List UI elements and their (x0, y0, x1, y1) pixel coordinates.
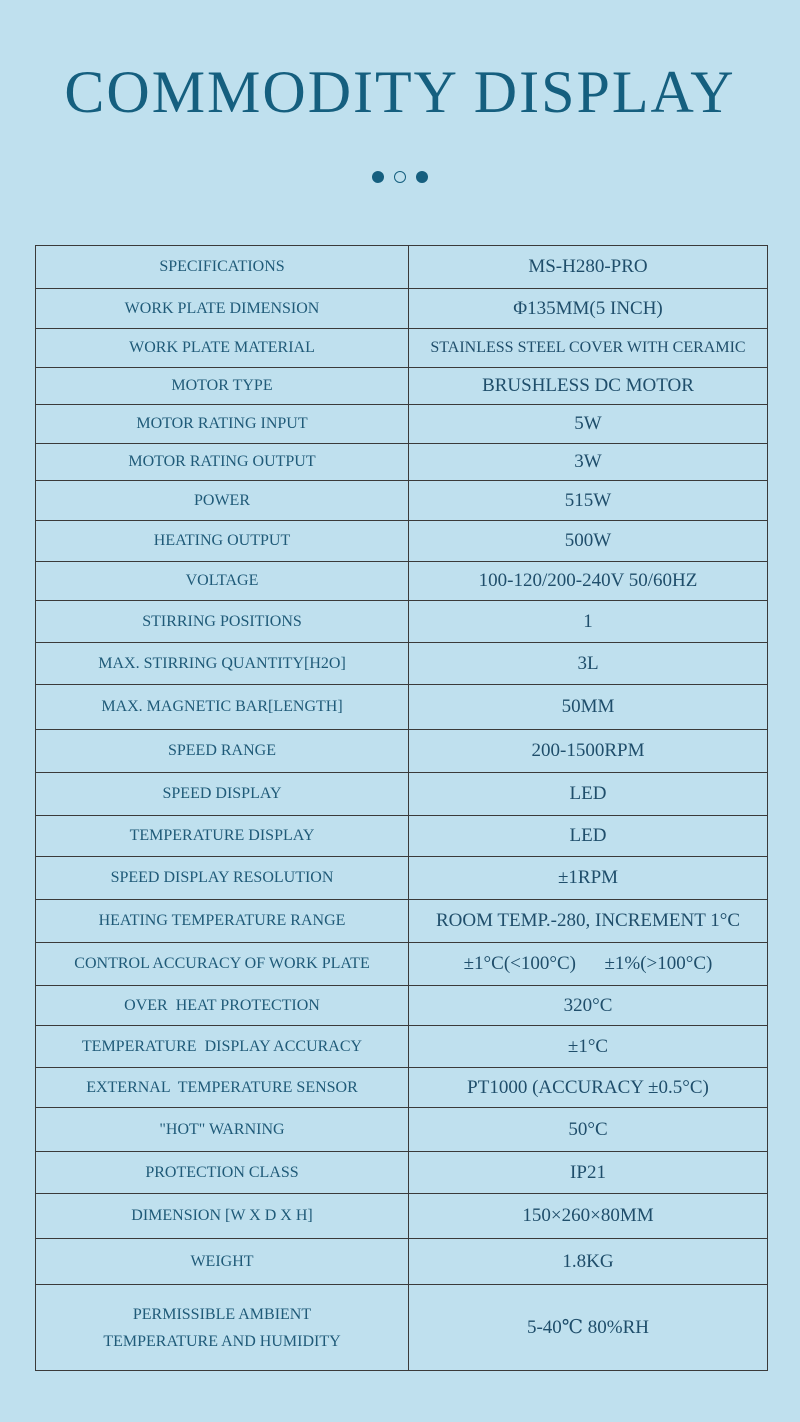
table-row (36, 943, 768, 986)
table-row (36, 1068, 768, 1108)
spec-label: PROTECTION CLASS (36, 1152, 409, 1194)
table-row (36, 601, 768, 643)
table-row (36, 1194, 768, 1239)
spec-value: ±1°C (409, 1026, 768, 1068)
spec-value: 1.8KG (409, 1239, 768, 1285)
indicator-dot[interactable] (416, 171, 428, 183)
table-row (36, 444, 768, 481)
spec-value: ROOM TEMP.-280, INCREMENT 1°C (409, 900, 768, 943)
spec-value: LED (409, 773, 768, 816)
spec-value: 1 (409, 601, 768, 643)
spec-value: 3L (409, 643, 768, 685)
spec-label: TEMPERATURE DISPLAY (36, 816, 409, 857)
spec-label: WORK PLATE MATERIAL (36, 329, 409, 368)
spec-label-line: PERMISSIBLE AMBIENT (132, 1305, 312, 1323)
spec-label: SPEED DISPLAY (36, 773, 409, 816)
table-row (36, 857, 768, 900)
spec-value: 200-1500RPM (409, 730, 768, 773)
spec-value: 5-40℃ 80%RH (409, 1285, 768, 1371)
spec-label: SPEED RANGE (36, 730, 409, 773)
spec-label: "HOT" WARNING (36, 1108, 409, 1152)
spec-value: 50MM (409, 685, 768, 730)
spec-value: 150×260×80MM (409, 1194, 768, 1239)
specification-table (35, 245, 768, 1371)
spec-label: POWER (36, 481, 409, 521)
table-row (36, 368, 768, 405)
indicator-dot-active[interactable] (394, 171, 406, 183)
spec-value: STAINLESS STEEL COVER WITH CERAMIC (409, 329, 768, 368)
table-row (36, 900, 768, 943)
table-row (36, 730, 768, 773)
table-row (36, 246, 768, 289)
table-row (36, 521, 768, 562)
spec-label: SPECIFICATIONS (36, 246, 409, 289)
table-row (36, 562, 768, 601)
page-title: COMMODITY DISPLAY (64, 59, 736, 125)
table-row (36, 1285, 768, 1371)
table-row (36, 289, 768, 329)
spec-value: Φ135MM(5 INCH) (409, 289, 768, 329)
spec-label: HEATING OUTPUT (36, 521, 409, 562)
table-row (36, 685, 768, 730)
spec-value: 515W (409, 481, 768, 521)
table-row (36, 1152, 768, 1194)
spec-label: WORK PLATE DIMENSION (36, 289, 409, 329)
table-row (36, 481, 768, 521)
indicator-dot[interactable] (372, 171, 384, 183)
table-row (36, 643, 768, 685)
spec-label: CONTROL ACCURACY OF WORK PLATE (36, 943, 409, 986)
spec-value: MS-H280-PRO (409, 246, 768, 289)
spec-value: 5W (409, 405, 768, 444)
spec-label: WEIGHT (36, 1239, 409, 1285)
spec-value: ±1°C(<100°C) ±1%(>100°C) (409, 943, 768, 986)
spec-label: MOTOR RATING INPUT (36, 405, 409, 444)
table-row (36, 329, 768, 368)
spec-label: DIMENSION [W X D X H] (36, 1194, 409, 1239)
spec-label: TEMPERATURE DISPLAY ACCURACY (36, 1026, 409, 1068)
spec-label: HEATING TEMPERATURE RANGE (36, 900, 409, 943)
spec-value: IP21 (409, 1152, 768, 1194)
spec-value: 50°C (409, 1108, 768, 1152)
table-row (36, 773, 768, 816)
spec-label: MOTOR TYPE (36, 368, 409, 405)
table-row (36, 1026, 768, 1068)
spec-value: ±1RPM (409, 857, 768, 900)
spec-value: BRUSHLESS DC MOTOR (409, 368, 768, 405)
spec-label: STIRRING POSITIONS (36, 601, 409, 643)
spec-value: 3W (409, 444, 768, 481)
spec-value: LED (409, 816, 768, 857)
table-row (36, 405, 768, 444)
spec-value: 100-120/200-240V 50/60HZ (409, 562, 768, 601)
table-row (36, 1239, 768, 1285)
spec-label: MAX. MAGNETIC BAR[LENGTH] (36, 685, 409, 730)
spec-label: OVER HEAT PROTECTION (36, 986, 409, 1026)
spec-label-line: TEMPERATURE AND HUMIDITY (103, 1332, 341, 1350)
carousel-indicator (0, 171, 800, 183)
spec-label: MAX. STIRRING QUANTITY[H2O] (36, 643, 409, 685)
spec-value: PT1000 (ACCURACY ±0.5°C) (409, 1068, 768, 1108)
spec-value: 500W (409, 521, 768, 562)
table-row (36, 1108, 768, 1152)
spec-label: VOLTAGE (36, 562, 409, 601)
spec-label: SPEED DISPLAY RESOLUTION (36, 857, 409, 900)
spec-label: MOTOR RATING OUTPUT (36, 444, 409, 481)
spec-label: EXTERNAL TEMPERATURE SENSOR (36, 1068, 409, 1108)
table-row (36, 816, 768, 857)
spec-value: 320°C (409, 986, 768, 1026)
table-row (36, 986, 768, 1026)
spec-label (36, 1285, 409, 1371)
